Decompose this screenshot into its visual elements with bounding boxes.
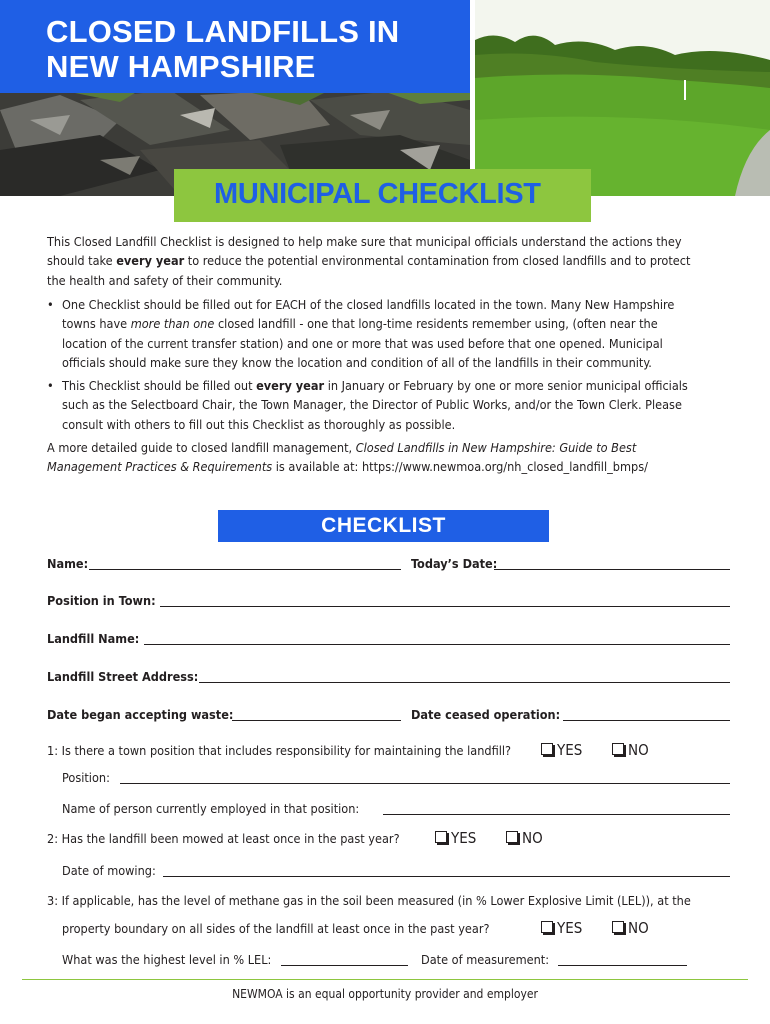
q3-no-option[interactable] (612, 919, 649, 937)
position-in-town-field[interactable] (160, 606, 730, 607)
q3-yes-option[interactable] (541, 919, 582, 937)
date-began-field[interactable] (232, 720, 401, 721)
no-label: NO (522, 829, 543, 847)
q1-yes-option[interactable] (541, 741, 582, 759)
footer-divider (22, 979, 748, 980)
checklist-title: CHECKLIST (321, 514, 446, 537)
intro-line: to reduce the potential environmental contamination from closed landfills and to protect (184, 253, 691, 269)
q3-date-field[interactable] (558, 965, 687, 966)
main-title-line-2: NEW HAMPSHIRE (46, 49, 316, 84)
question-2: 2: Has the landfill been mowed at least once in the past year? (47, 831, 400, 846)
bullet-line: officials should make sure they know the location and condition of all of the landfills in their community. (62, 354, 652, 370)
yes-label: YES (451, 829, 477, 847)
checkbox-icon[interactable] (435, 831, 447, 843)
checkbox-icon[interactable] (541, 743, 553, 755)
q1-no-option[interactable] (612, 741, 649, 759)
footer-text: NEWMOA is an equal opportunity provider and employer (232, 987, 538, 1001)
q2-date-label: Date of mowing: (62, 863, 156, 878)
bullet-line: consult with others to fill out this Checklist as thoroughly as possible. (62, 416, 456, 432)
intro-line: This Closed Landfill Checklist is designed to help make sure that municipal officials understand the actions they (47, 234, 682, 249)
bullet-emphasis: every year (256, 378, 325, 393)
position-in-town-label: Position in Town: (47, 593, 156, 608)
q3-level-field[interactable] (281, 965, 408, 966)
landfill-address-label: Landfill Street Address: (47, 669, 199, 684)
guide-title: Closed Landfills in New Hampshire: Guide to Best (355, 440, 637, 455)
guide-link[interactable]: is available at: https://www.newmoa.org/nh_closed_landfill_bmps/ (272, 459, 648, 475)
bullet-line: towns have (62, 316, 131, 332)
subtitle: MUNICIPAL CHECKLIST (214, 178, 541, 210)
no-label: NO (628, 741, 649, 759)
q2-no-option[interactable] (506, 829, 543, 847)
guide-paragraph (47, 438, 737, 477)
bullet-every-year (47, 376, 737, 434)
q3-date-label: Date of measurement: (421, 952, 550, 967)
intro-line: should take (47, 253, 117, 269)
bullet-line: location of the current transfer station) and one or more that was used before that one opened. Municipal (62, 335, 663, 351)
todays-date-label: Today’s Date: (411, 556, 498, 571)
bullet-line: such as the Selectboard Chair, the Town Manager, the Director of Public Works, and/or the Town Clerk. Please (62, 397, 682, 413)
bullet-emphasis: more than one (130, 316, 215, 332)
landfill-name-label: Landfill Name: (47, 631, 140, 646)
q3-level-label: What was the highest level in % LEL: (62, 952, 272, 967)
bullet-line: One Checklist should be filled out for EACH of the closed landfills located in the town. Many New Hampshire (62, 297, 675, 312)
question-1: 1: Is there a town position that includes responsibility for maintaining the landfill? (47, 743, 512, 758)
intro-paragraph (47, 232, 737, 290)
checkbox-icon[interactable] (541, 921, 553, 933)
todays-date-field[interactable] (494, 569, 730, 570)
bullet-line: closed landfill - one that long-time residents remember using, (often near the (214, 316, 658, 332)
checkbox-icon[interactable] (612, 743, 624, 755)
date-ceased-label: Date ceased operation: (411, 707, 561, 722)
bullet-line: in January or February by one or more senior municipal officials (324, 378, 688, 393)
q1-person-field[interactable] (383, 814, 730, 815)
checkbox-icon[interactable] (506, 831, 518, 843)
guide-line: A more detailed guide to closed landfill management, (47, 440, 356, 455)
intro-line: the health and safety of their community. (47, 272, 283, 288)
landfill-address-field[interactable] (199, 682, 730, 683)
main-title-line-1: CLOSED LANDFILLS IN (46, 14, 400, 49)
bullet-dot: • (47, 297, 54, 312)
q1-person-label: Name of person currently employed in that position: (62, 801, 360, 816)
main-title (46, 14, 399, 84)
q1-position-label: Position: (62, 770, 110, 785)
yes-label: YES (557, 919, 583, 937)
name-label: Name: (47, 556, 89, 571)
bullet-dot: • (47, 378, 54, 393)
grass-field-photo (475, 0, 770, 196)
q1-position-field[interactable] (120, 783, 730, 784)
bullet-each-landfill (47, 295, 737, 372)
checkbox-icon[interactable] (612, 921, 624, 933)
name-field[interactable] (89, 569, 401, 570)
question-3-continued: property boundary on all sides of the landfill at least once in the past year? (62, 921, 490, 936)
bullet-line: This Checklist should be filled out (62, 378, 257, 393)
date-ceased-field[interactable] (563, 720, 730, 721)
yes-label: YES (557, 741, 583, 759)
q2-yes-option[interactable] (435, 829, 476, 847)
guide-title: Management Practices & Requirements (47, 459, 273, 475)
landfill-name-field[interactable] (144, 644, 730, 645)
date-began-label: Date began accepting waste: (47, 707, 234, 722)
q2-date-field[interactable] (163, 876, 730, 877)
question-3: 3: If applicable, has the level of methane gas in the soil been measured (in % Lower Explosive Limit (LEL)), at the (47, 893, 691, 908)
no-label: NO (628, 919, 649, 937)
intro-emphasis: every year (116, 253, 185, 269)
